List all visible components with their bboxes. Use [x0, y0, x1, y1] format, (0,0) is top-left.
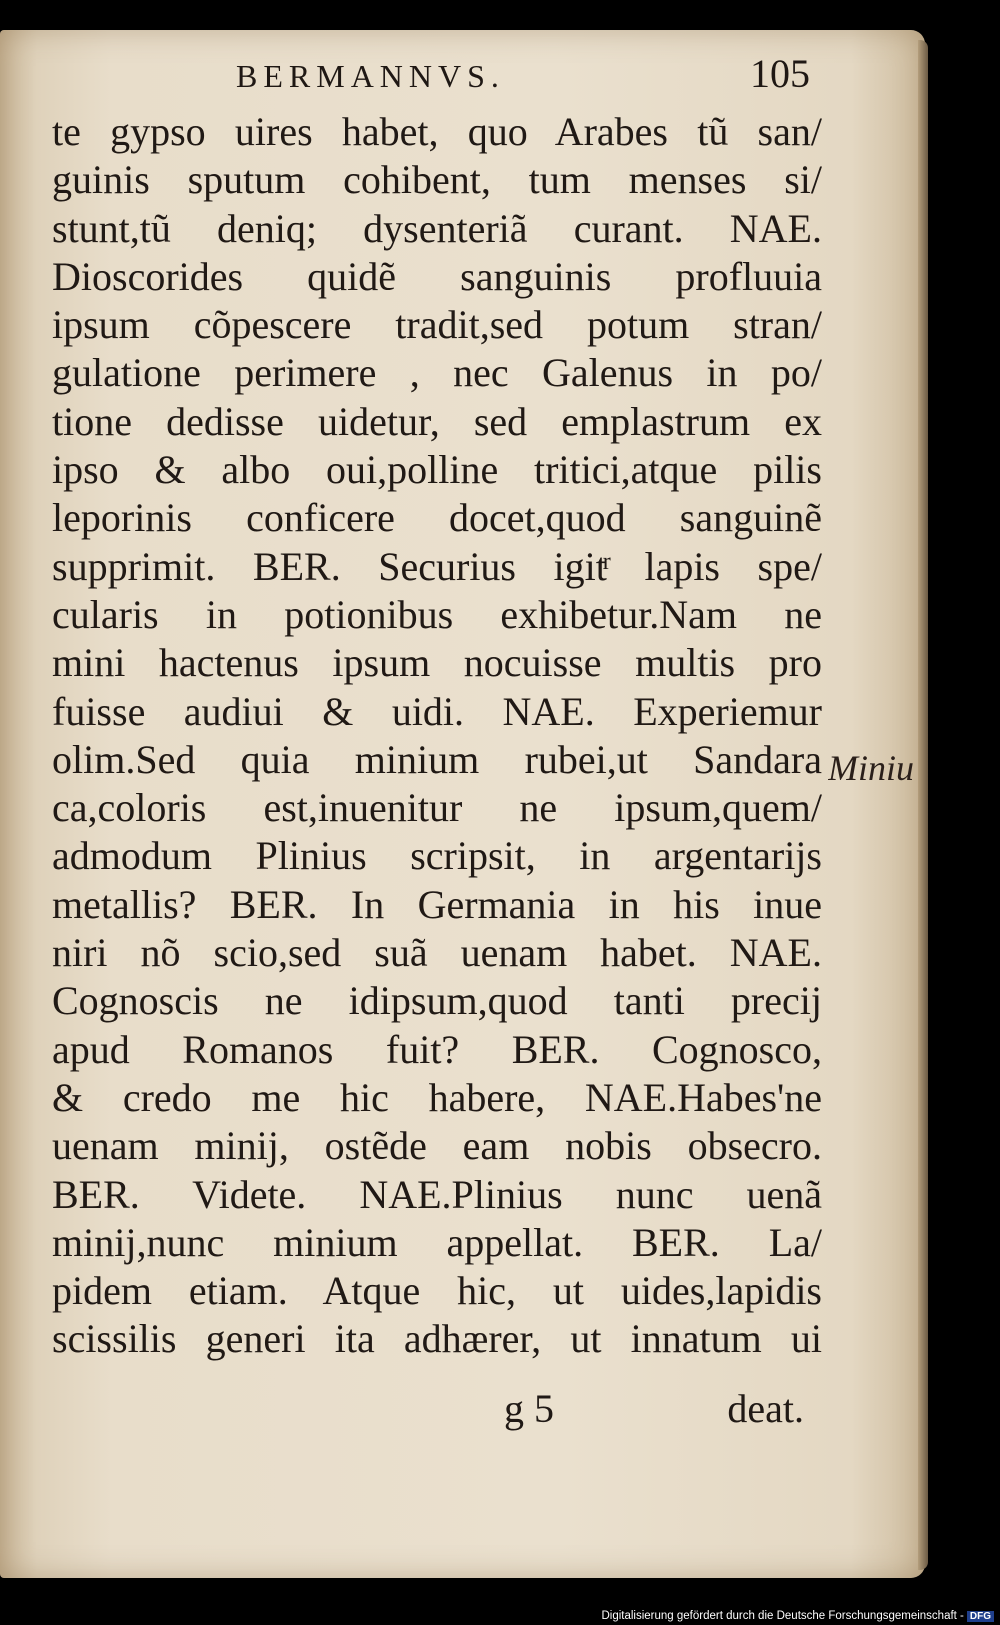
text-block — [52, 108, 822, 1364]
text-line: pidem etiam. Atque hic, ut uides,lapidis — [52, 1268, 822, 1314]
text-line: stunt,tũ deniq; dysenteriã curant. NAE. — [52, 205, 822, 251]
text-line: supprimit. BER. Securius igitͬ lapis spe/ — [52, 543, 822, 589]
catchword: deat. — [727, 1386, 804, 1431]
text-line: leporinis conficere docet,quod sanguinẽ — [52, 495, 822, 541]
text-line: apud Romanos fuit? BER. Cognosco, — [52, 1026, 822, 1072]
text-line: niri nõ scio,sed suã uenam habet. NAE. — [52, 930, 822, 976]
text-line: ca,coloris est,inuenitur ne ipsum,quem/ — [52, 785, 822, 831]
text-line: minij,nunc minium appellat. BER. La/ — [52, 1219, 822, 1265]
text-line: guinis sputum cohibent, tum menses si/ — [52, 157, 822, 203]
text-line: Dioscorides quidẽ sanguinis profluuia — [52, 253, 822, 299]
text-line: tione dedisse uidetur, sed emplastrum ex — [52, 398, 822, 444]
catchline — [52, 1385, 822, 1433]
dfg-logo-icon: DFG — [967, 1611, 994, 1622]
text-line: te gypso uires habet, quo Arabes tũ san/ — [52, 109, 822, 154]
marginal-note: Miniu — [828, 748, 914, 788]
text-line: & credo me hic habere, NAE.Habes'ne — [52, 1074, 822, 1120]
text-line: Cognoscis ne idipsum,quod tanti precij — [52, 978, 822, 1024]
signature-mark: g 5 — [504, 1386, 554, 1431]
text-line: ipsum cõpescere tradit,sed potum stran/ — [52, 302, 822, 348]
running-head: BERMANNVS. — [236, 58, 505, 94]
digitization-credit — [601, 1610, 994, 1622]
page-edge — [918, 40, 928, 1570]
text-line: ipso & albo oui,polline tritici,atque pilis — [52, 447, 822, 493]
text-line: scissilis generi ita adhærer, ut innatum ui — [52, 1316, 822, 1362]
text-line: uenam minij, ostẽde eam nobis obsecro. — [52, 1123, 822, 1169]
text-line: fuisse audiui & uidi. NAE. Experiemur — [52, 688, 822, 734]
text-line: admodum Plinius scripsit, in argentarijs — [52, 833, 822, 879]
text-line: BER. Videte. NAE.Plinius nunc uenã — [52, 1171, 822, 1217]
text-line: metallis? BER. In Germania in his inue — [52, 881, 822, 927]
digitization-credit-text: Digitalisierung gefördert durch die Deutsche Forschungsgemeinschaft - — [601, 1610, 964, 1622]
page-number: 105 — [750, 51, 810, 96]
text-line: cularis in potionibus exhibetur.Nam ne — [52, 591, 822, 637]
text-line: mini hactenus ipsum nocuisse multis pro — [52, 640, 822, 686]
text-line: gulatione perimere , nec Galenus in po/ — [52, 350, 822, 396]
text-line: olim.Sed quia minium rubei,ut Sandara — [52, 736, 822, 782]
